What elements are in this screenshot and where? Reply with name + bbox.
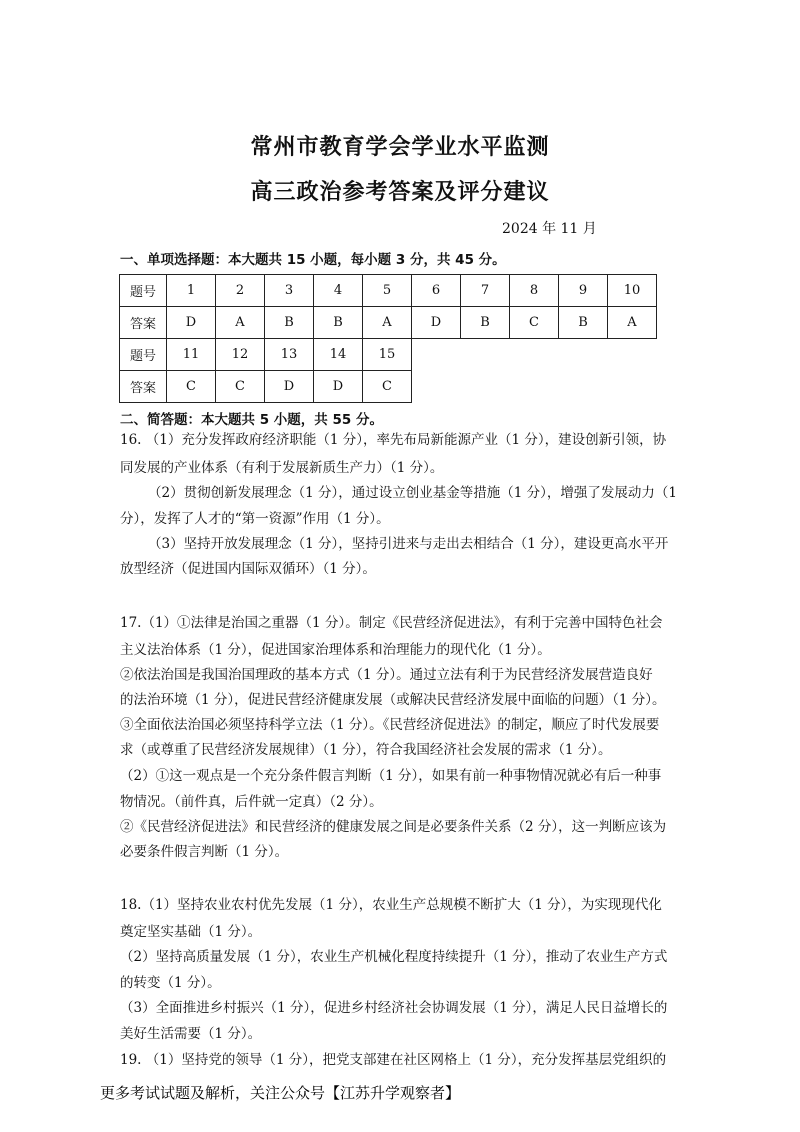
question-number: 15 <box>363 339 412 371</box>
answer-line: （3）全面推进乡村振兴（1 分），促进乡村经济社会协调发展（1 分），满足人民日益增长的 <box>120 1000 668 1016</box>
answer-table-2 <box>119 338 412 403</box>
answer-cell: B <box>314 307 363 339</box>
answer-line: 主义法治体系（1 分），促进国家治理体系和治理能力的现代化（1 分）。 <box>120 642 551 658</box>
answer-cell: A <box>363 307 412 339</box>
answer-line: ③全面依法治国必须坚持科学立法（1 分）。《民营经济促进法》的制定，顺应了时代发展要 <box>120 717 660 733</box>
question-number: 4 <box>314 275 363 307</box>
answer-cell: B <box>559 307 608 339</box>
row-label: 答案 <box>120 307 167 339</box>
answer-line: 美好生活需要（1 分）。 <box>120 1026 262 1042</box>
answer-cell: B <box>265 307 314 339</box>
document-title: 常州市教育学会学业水平监测 <box>250 135 550 160</box>
question-number: 12 <box>216 339 265 371</box>
answer-line: 的转变（1 分）。 <box>120 975 221 991</box>
question-number: 6 <box>412 275 461 307</box>
row-label: 答案 <box>120 371 167 403</box>
answer-cell: D <box>412 307 461 339</box>
answer-line: 分），发挥了人才的“第一资源”作用（1 分）。 <box>120 511 390 527</box>
answer-cell: C <box>216 371 265 403</box>
answer-line: 物情况。（前件真，后件就一定真）（2 分）。 <box>120 794 383 810</box>
answer-line: 18.（1）坚持农业农村优先发展（1 分），农业生产总规模不断扩大（1 分），为实现现代化 <box>120 897 662 913</box>
question-number: 2 <box>216 275 265 307</box>
answer-line: 16. （1）充分发挥政府经济职能（1 分），率先布局新能源产业（1 分），建设创新引领，协 <box>120 432 667 448</box>
answer-line: （2）贯彻创新发展理念（1 分），通过设立创业基金等措施（1 分），增强了发展动力（1 <box>148 485 677 501</box>
row-label: 题号 <box>120 275 167 307</box>
section2-heading: 二、简答题：本大题共 5 小题，共 55 分。 <box>120 412 383 428</box>
answer-line: 的法治环境（1 分），促进民营经济健康发展（或解决民营经济发展中面临的问题）（1 分）。 <box>120 692 666 708</box>
table-row <box>120 371 412 403</box>
table-row <box>120 307 657 339</box>
answer-cell: C <box>363 371 412 403</box>
question-number: 10 <box>608 275 657 307</box>
answer-line: （2）坚持高质量发展（1 分），农业生产机械化程度持续提升（1 分），推动了农业生产方式 <box>120 949 668 965</box>
answer-cell: B <box>461 307 510 339</box>
answer-line: 求（或尊重了民营经济发展规律）（1 分），符合我国经济社会发展的需求（1 分）。 <box>120 742 612 758</box>
question-number: 13 <box>265 339 314 371</box>
answer-cell: A <box>608 307 657 339</box>
answer-line: （2）①这一观点是一个充分条件假言判断（1 分），如果有前一种事物情况就必有后一种事 <box>120 768 662 784</box>
answer-cell: C <box>510 307 559 339</box>
question-number: 9 <box>559 275 608 307</box>
footer-note: 更多考试试题及解析，关注公众号【江苏升学观察者】 <box>100 1084 461 1102</box>
answer-line: ②《民营经济促进法》和民营经济的健康发展之间是必要条件关系（2 分），这一判断应该为 <box>120 819 667 835</box>
answer-cell: A <box>216 307 265 339</box>
answer-cell: C <box>167 371 216 403</box>
answer-line: 17.（1）①法律是治国之重器（1 分）。制定《民营经济促进法》，有利于完善中国特色社会 <box>120 615 663 631</box>
answer-line: 同发展的产业体系（有利于发展新质生产力）（1 分）。 <box>120 460 444 476</box>
section1-heading: 一、单项选择题：本大题共 15 小题，每小题 3 分，共 45 分。 <box>120 252 506 268</box>
question-number: 3 <box>265 275 314 307</box>
document-subtitle: 高三政治参考答案及评分建议 <box>250 180 550 205</box>
table-row <box>120 275 657 307</box>
answer-line: 19. （1）坚持党的领导（1 分），把党支部建在社区网格上（1 分），充分发挥基层党组织的 <box>120 1052 667 1068</box>
question-number: 14 <box>314 339 363 371</box>
question-number: 8 <box>510 275 559 307</box>
document-date: 2024 年 11 月 <box>502 221 597 237</box>
answer-line: （3）坚持开放发展理念（1 分），坚持引进来与走出去相结合（1 分），建设更高水平开 <box>148 536 669 552</box>
question-number: 5 <box>363 275 412 307</box>
answer-cell: D <box>167 307 216 339</box>
question-number: 7 <box>461 275 510 307</box>
answer-line: 放型经济（促进国内国际双循环）（1 分）。 <box>120 561 376 577</box>
row-label: 题号 <box>120 339 167 371</box>
answer-line: ②依法治国是我国治国理政的基本方式（1 分）。通过立法有利于为民营经济发展营造良好 <box>120 667 653 683</box>
question-number: 11 <box>167 339 216 371</box>
answer-line: 奠定坚实基础（1 分）。 <box>120 924 262 940</box>
table-row <box>120 339 412 371</box>
answer-line: 必要条件假言判断（1 分）。 <box>120 844 289 860</box>
answer-table-1 <box>119 274 657 339</box>
answer-cell: D <box>265 371 314 403</box>
answer-cell: D <box>314 371 363 403</box>
question-number: 1 <box>167 275 216 307</box>
